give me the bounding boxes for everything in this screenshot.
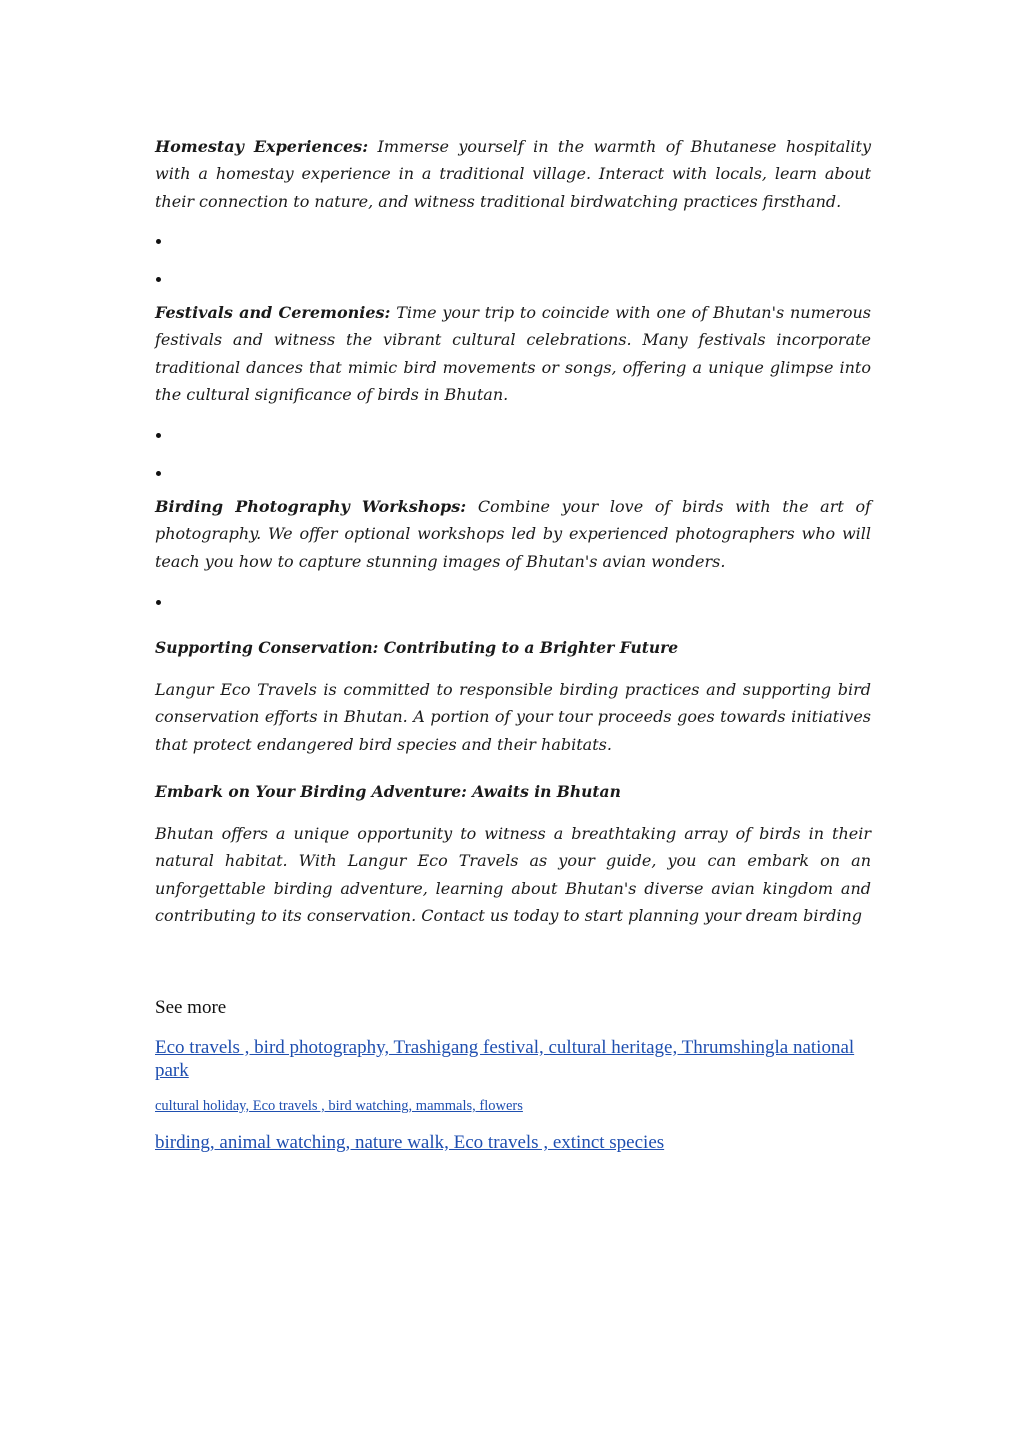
adventure-paragraph xyxy=(155,820,871,929)
related-link[interactable]: Eco travels , bird photography, Trashigang festival, cultural heritage, Thrumshingla national park xyxy=(155,1037,855,1081)
conservation-heading: Supporting Conservation: Contributing to a Brighter Future xyxy=(155,638,679,657)
bullet-marker xyxy=(155,238,163,246)
festivals-text: Time your trip to coincide with one of Bhutan's numerous festivals and witness the vibrant cultural celebrations. Many festivals incorporate traditional dances that mimic bird movements or songs, offering a unique glimpse into the cultural significance of birds in Bhutan. xyxy=(155,303,872,404)
bullet-marker xyxy=(155,276,163,284)
related-links-line-1 xyxy=(155,1036,871,1082)
homestay-text: Immerse yourself in the warmth of Bhutanese hospitality with a homestay experience in a traditional village. Interact with locals, learn about their connection to nature, and witness traditional birdwatching practices firsthand. xyxy=(155,137,872,211)
see-more-label: See more xyxy=(155,997,227,1018)
homestay-paragraph xyxy=(155,133,871,215)
homestay-lead: Homestay Experiences: xyxy=(155,137,369,156)
photography-paragraph xyxy=(155,493,871,575)
related-link[interactable]: cultural holiday, Eco travels , bird watching, mammals, flowers xyxy=(155,1098,523,1114)
bullet-marker xyxy=(155,599,163,607)
festivals-lead: Festivals and Ceremonies: xyxy=(155,303,391,322)
conservation-text: Langur Eco Travels is committed to responsible birding practices and supporting bird conservation efforts in Bhutan. A portion of your tour proceeds goes towards initiatives that protect endangered bird species and their habitats. xyxy=(155,680,871,754)
related-links-line-3 xyxy=(155,1131,871,1154)
festivals-paragraph xyxy=(155,299,871,408)
photography-lead: Birding Photography Workshops: xyxy=(155,497,467,516)
conservation-paragraph xyxy=(155,676,871,758)
related-link[interactable]: birding, animal watching, nature walk, Eco travels , extinct species xyxy=(155,1132,665,1153)
photography-text: Combine your love of birds with the art of photography. We offer optional workshops led by experienced photographers who will teach you how to capture stunning images of Bhutan's avian wonders. xyxy=(155,497,871,571)
adventure-text: Bhutan offers a unique opportunity to witness a breathtaking array of birds in their natural habitat. With Langur Eco Travels as your guide, you can embark on an unforgettable birding adventure, learning about Bhutan's diverse avian kingdom and contributing to its conservation. Contact us today to start planning your dream birding xyxy=(155,824,871,925)
bullet-marker xyxy=(155,432,163,440)
related-links-line-2 xyxy=(155,1097,871,1115)
adventure-heading: Embark on Your Birding Adventure: Awaits in Bhutan xyxy=(155,782,621,801)
bullet-marker xyxy=(155,470,163,478)
